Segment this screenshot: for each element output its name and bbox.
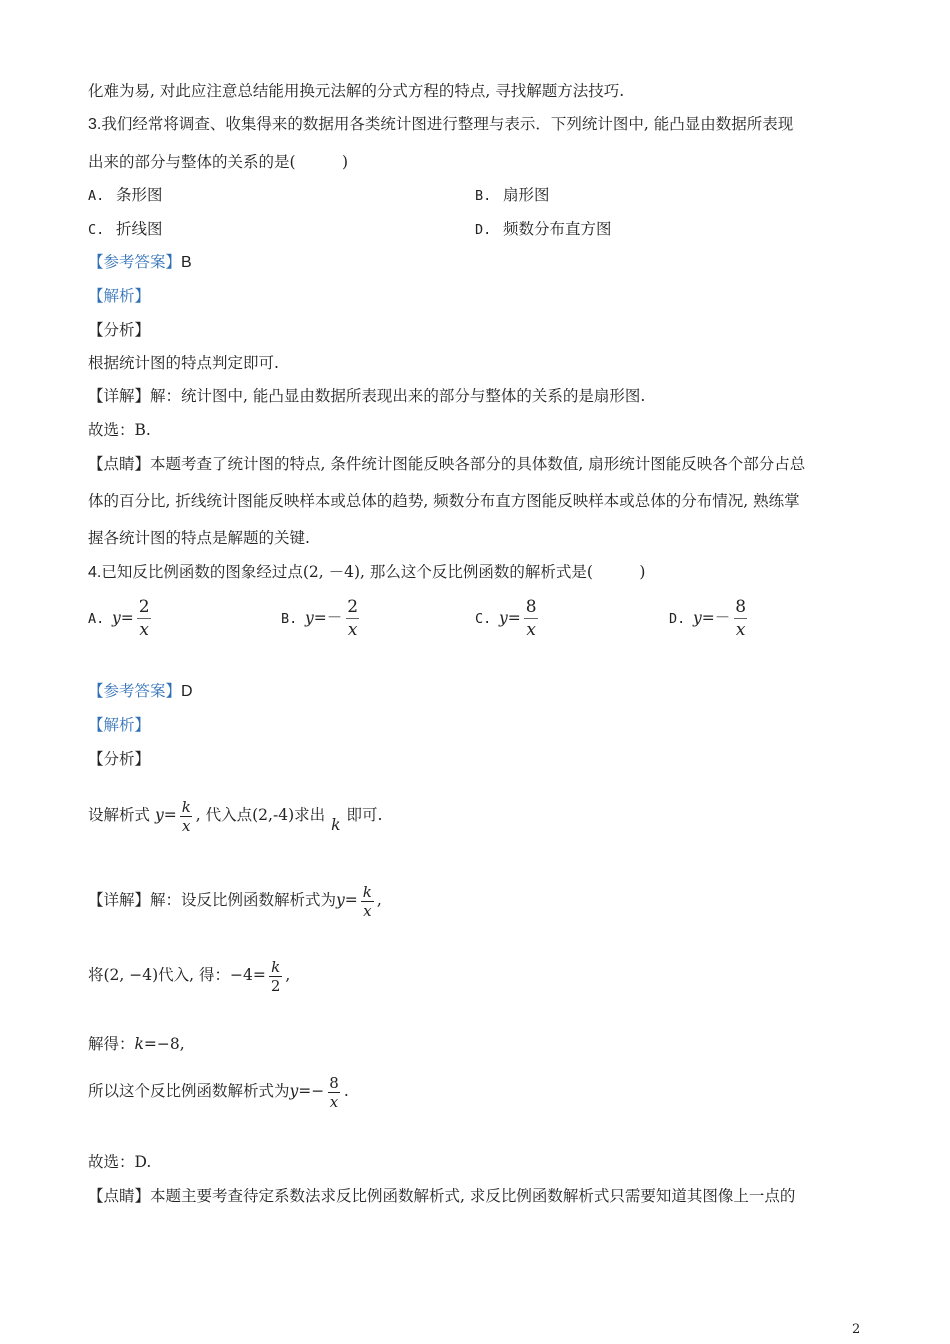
q4-fenxi-label: 【分析】	[88, 750, 151, 768]
q3-detail-line: 【详解】解：统计图中, 能凸显由数据所表现出来的部分与整体的关系的是扇形图.	[88, 387, 646, 405]
q3-option-c: C. 折线图	[88, 220, 163, 238]
q3-dianjing-line2: 体的百分比, 折线统计图能反映样本或总体的趋势, 频数分布直方图能反映样本或总体的分布情况, 熟练掌	[88, 492, 800, 510]
q4-stem-text: 已知反比例函数的图象经过点(2, －4), 那么这个反比例函数的解析式是( )	[101, 563, 646, 581]
q4-substitute-line: 将(2, −4)代入, 得：−4= $\frac{k}{2}$ ,	[88, 957, 291, 995]
q3-dianjing-line3: 握各统计图的特点是解题的关键.	[88, 529, 310, 547]
q4-result-line: 所以这个反比例函数解析式为y=− $\frac{8}{x}$ .	[88, 1073, 349, 1111]
q3-option-b: B. 扇形图	[475, 186, 550, 204]
q4-detail-line: 【详解】解：设反比例函数解析式为y= $\frac{k}{x}$ ,	[88, 882, 382, 920]
q4-detail-fraction: $\frac{k}{x}$	[362, 882, 372, 920]
q4-option-a-fraction: $\frac{2}{x}$	[138, 597, 150, 640]
q4-option-b: B. y=－ $\frac{2}{x}$	[281, 597, 359, 640]
q3-stem-line2: 出来的部分与整体的关系的是( )	[88, 153, 349, 171]
q4-option-c: C. y= $\frac{8}{x}$	[475, 597, 537, 640]
q3-fenxi-text: 根据统计图的特点判定即可.	[88, 354, 279, 372]
q4-option-d: D. y=－ $\frac{8}{x}$	[669, 597, 747, 640]
q4-dianjing-line: 【点睛】本题主要考查待定系数法求反比例函数解析式, 求反比例函数解析式只需要知道其图像上一点的	[88, 1187, 796, 1205]
q4-answer-label: 【参考答案】	[88, 682, 182, 700]
q4-fenxi-fraction: $\frac{k}{x}$	[181, 797, 191, 835]
q3-answer: B	[181, 254, 192, 271]
q3-option-d: D. 频数分布直方图	[475, 220, 612, 238]
q3-dianjing-line1: 【点睛】本题考查了统计图的特点, 条件统计图能反映各部分的具体数值, 扇形统计图能反映各个部分占总	[88, 455, 806, 473]
q4-result-fraction: $\frac{8}{x}$	[329, 1073, 339, 1111]
q3-analysis-label: 【解析】	[88, 287, 151, 305]
q4-option-d-fraction: $\frac{8}{x}$	[735, 597, 747, 640]
q3-answer-line	[88, 251, 192, 274]
q4-stem-line	[88, 561, 645, 584]
q3-stem-text1: 我们经常将调查、收集得来的数据用各类统计图进行整理与表示．下列统计图中, 能凸显由数据所表现	[101, 115, 794, 133]
q3-option-a: A. 条形图	[88, 186, 163, 204]
page-number: 2	[852, 1322, 861, 1337]
q4-answer-line	[88, 680, 193, 703]
q4-fenxi-line: 设解析式 y= $\frac{k}{x}$ , 代入点(2,-4)求出k即可.	[88, 797, 383, 835]
q3-fenxi-label: 【分析】	[88, 321, 151, 339]
q4-choose: 故选：D.	[88, 1153, 152, 1171]
intro-line: 化难为易, 对此应注意总结能用换元法解的分式方程的特点, 寻找解题方法技巧.	[88, 82, 625, 100]
q4-number: 4.	[88, 564, 102, 581]
q3-stem-line1	[88, 113, 793, 136]
q4-option-b-fraction: $\frac{2}{x}$	[347, 597, 359, 640]
q4-solve-line: 解得：k=−8,	[88, 1035, 185, 1053]
q4-analysis-label: 【解析】	[88, 716, 151, 734]
q3-number: 3.	[88, 116, 102, 133]
q4-option-a: A. y= $\frac{2}{x}$	[88, 597, 150, 640]
q3-choose: 故选：B.	[88, 421, 151, 439]
q3-answer-label: 【参考答案】	[88, 253, 182, 271]
q4-option-c-fraction: $\frac{8}{x}$	[525, 597, 537, 640]
q4-substitute-fraction: $\frac{k}{2}$	[270, 957, 281, 995]
q4-answer: D	[181, 683, 193, 700]
